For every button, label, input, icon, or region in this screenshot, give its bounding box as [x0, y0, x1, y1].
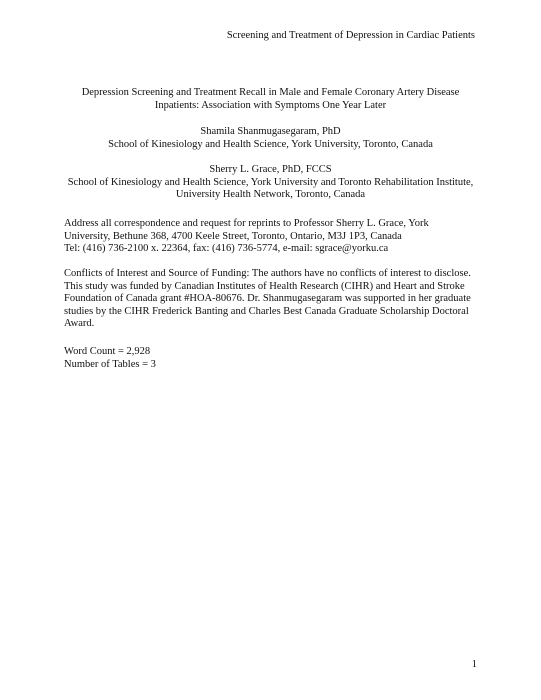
conflicts-line-3: Foundation of Canada grant #HOA-80676. Dr. Shanmugasegaram was supported in her graduate — [64, 293, 471, 304]
paper-title-line-2: Inpatients: Association with Symptoms One Year Later — [154, 99, 387, 111]
conflicts-line-1: Conflicts of Interest and Source of Funding: The authors have no conflicts of interest to disclose. — [64, 268, 471, 279]
running-head: Screening and Treatment of Depression in Cardiac Patients — [226, 30, 475, 41]
conflicts-line-4: studies by the CIHR Frederick Banting and Charles Best Canada Graduate Scholarship Doctoral — [64, 305, 469, 317]
correspondence-line-3: Tel: (416) 736-2100 x. 22364, fax: (416) 736-5774, e-mail: sgrace@yorku.ca — [64, 243, 389, 254]
author-2-affiliation-line-1: School of Kinesiology and Health Science, York University and Toronto Rehabilitation Institute, — [67, 176, 474, 188]
page-number: 1 — [471, 659, 477, 670]
conflicts-line-2: This study was funded by Canadian Institutes of Health Research (CIHR) and Heart and Stroke — [64, 280, 465, 292]
manuscript-counts — [64, 346, 484, 371]
title-block — [0, 87, 541, 202]
correspondence-paragraph — [64, 218, 484, 256]
author-1-affiliation: School of Kinesiology and Health Science, York University, Toronto, Canada — [108, 138, 433, 150]
conflicts-line-5: Award. — [64, 318, 95, 329]
table-count: Number of Tables = 3 — [64, 358, 156, 370]
correspondence-line-2: University, Bethune 368, 4700 Keele Street, Toronto, Ontario, M3J 1P3, Canada — [64, 230, 402, 242]
author-2-affiliation-line-2: University Health Network, Toronto, Canada — [175, 189, 366, 200]
author-2-name: Sherry L. Grace, PhD, FCCS — [209, 164, 332, 175]
author-1-name: Shamila Shanmugasegaram, PhD — [200, 126, 341, 137]
word-count: Word Count = 2,928 — [64, 346, 151, 357]
correspondence-line-1: Address all correspondence and request for reprints to Professor Sherry L. Grace, York — [64, 218, 429, 229]
conflicts-funding-paragraph — [64, 268, 484, 331]
paper-title-line-1: Depression Screening and Treatment Recall in Male and Female Coronary Artery Disease — [81, 87, 460, 98]
